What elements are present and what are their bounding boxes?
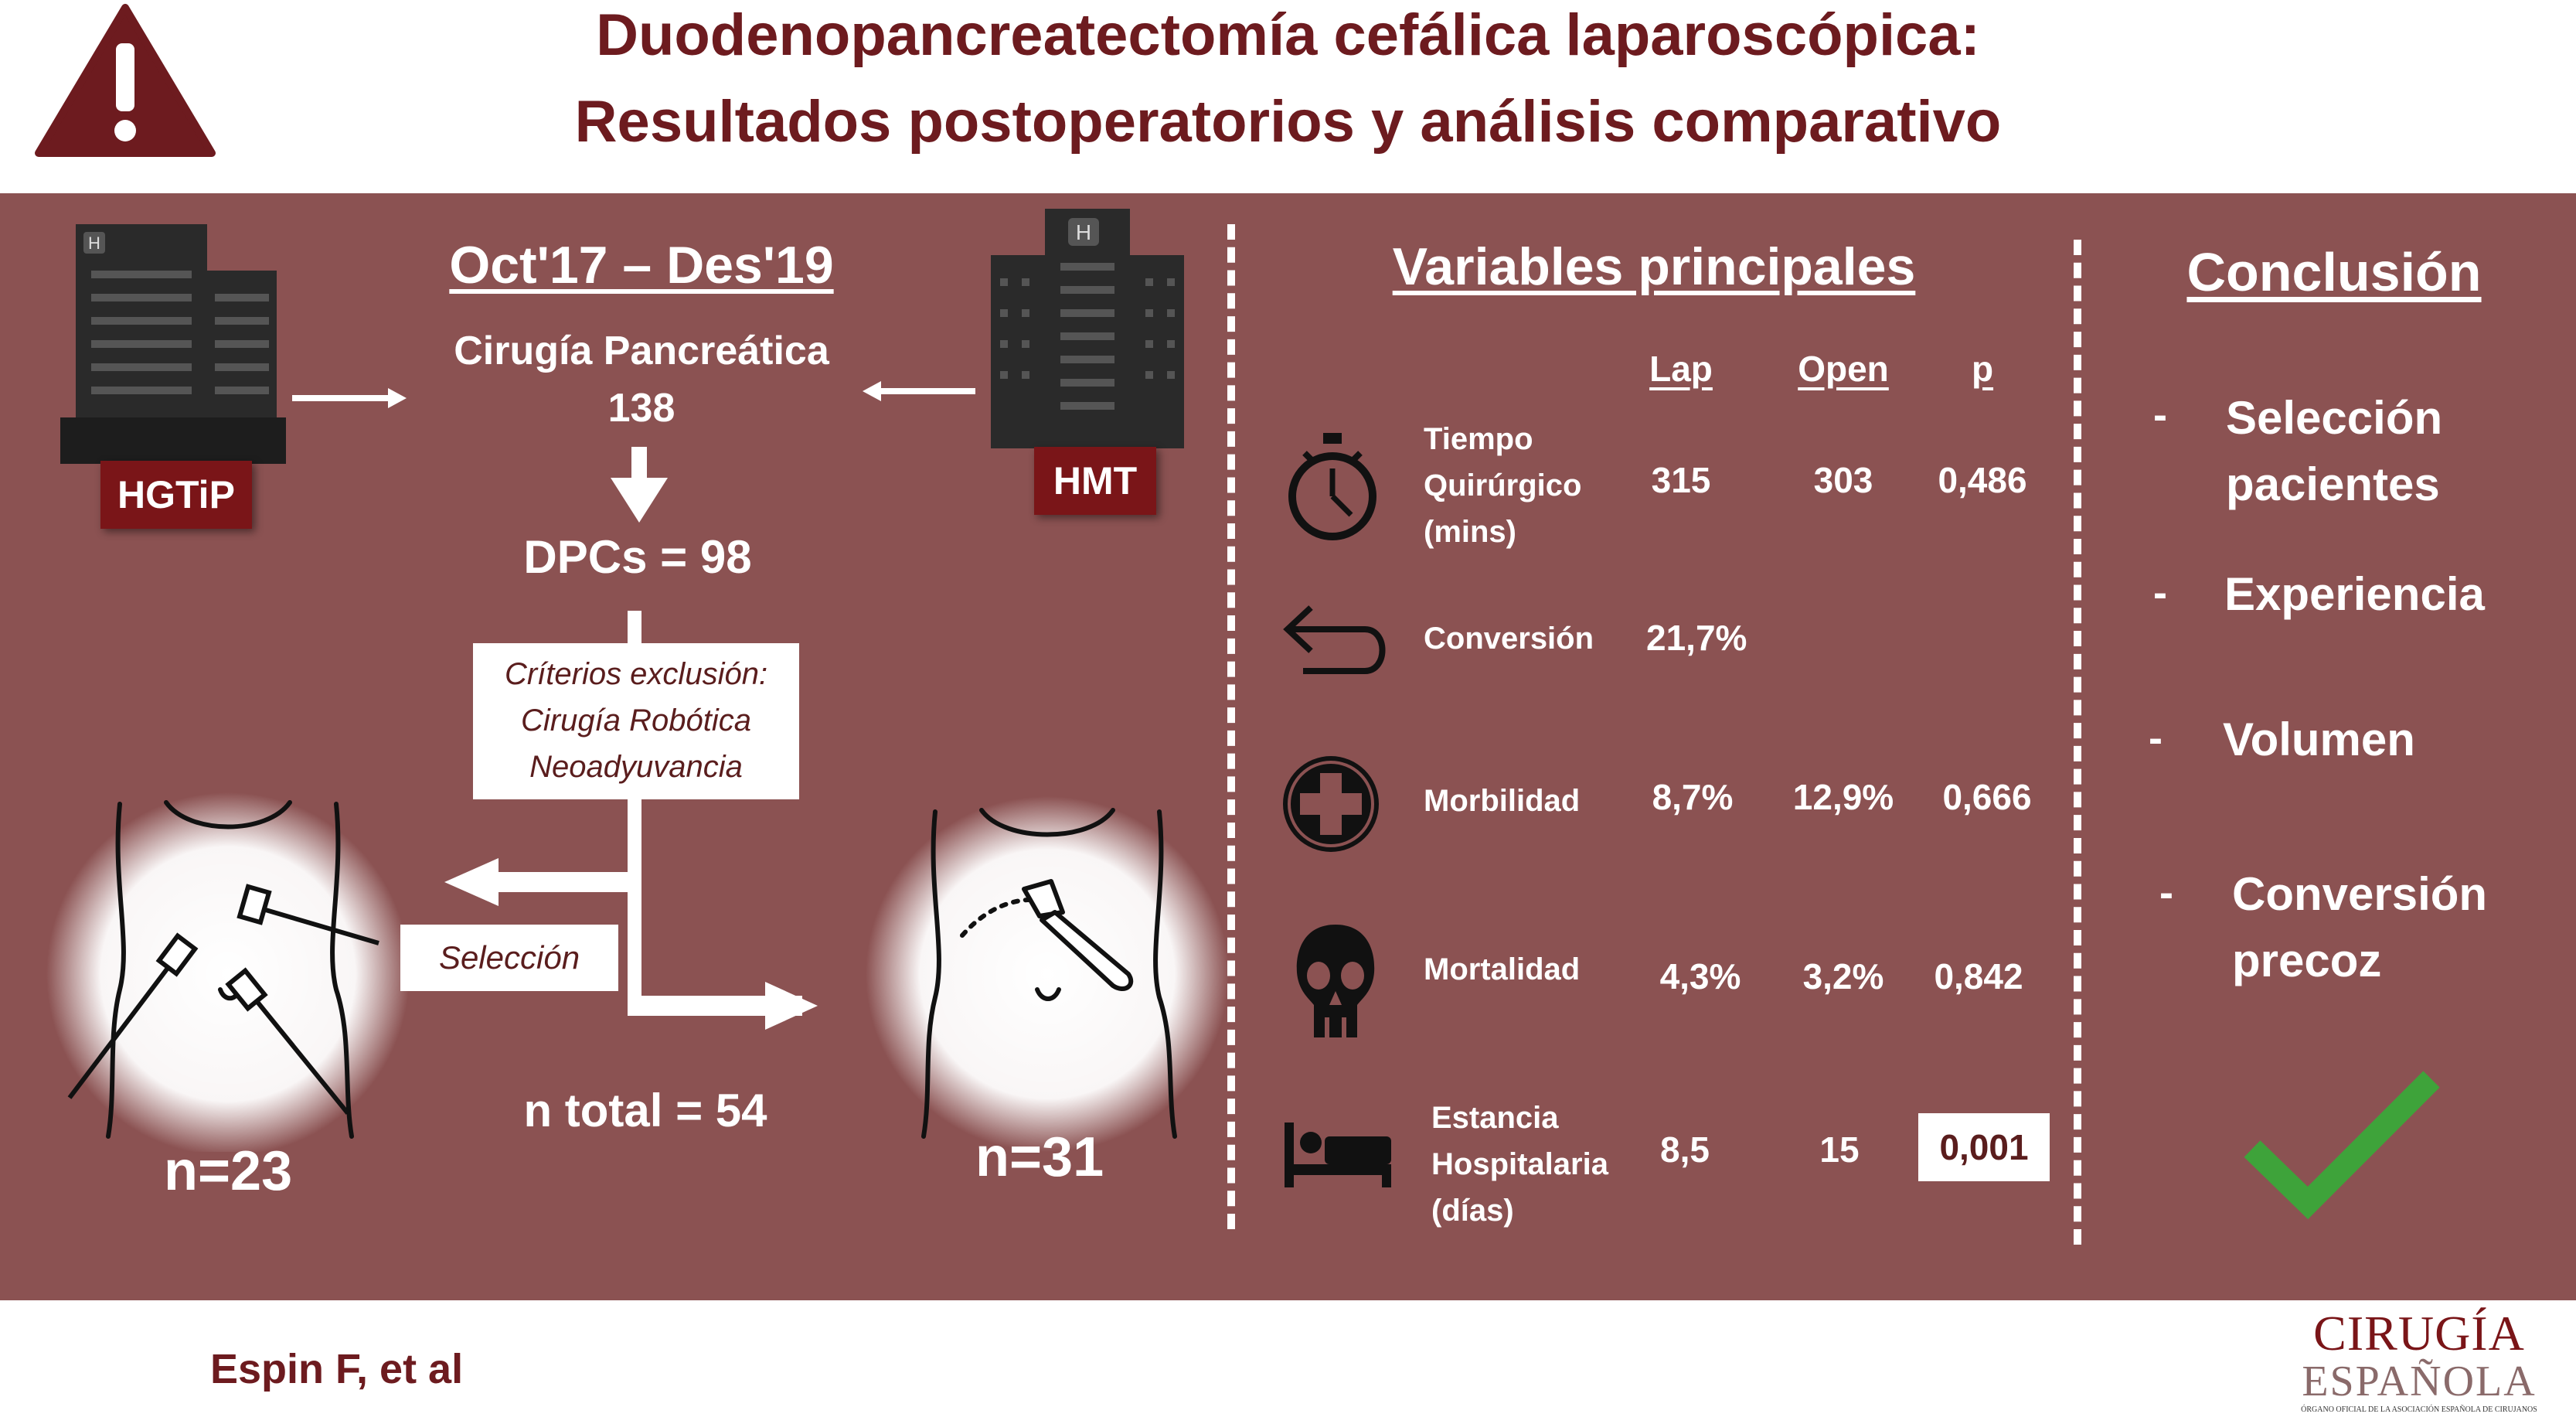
return-arrow-icon	[1280, 600, 1396, 677]
laparoscopic-torso-icon	[46, 789, 410, 1152]
conclusion-item-volume: Volumen	[2223, 714, 2415, 765]
conclusion-bullet-3: -	[2149, 715, 2163, 761]
n-open: n=31	[975, 1126, 1104, 1188]
selection-box: Selección	[400, 925, 618, 991]
col-lap-header: Lap	[1649, 349, 1713, 389]
row-morbidity-open: 12,9%	[1792, 777, 1894, 817]
row-stay-label-1: Estancia	[1431, 1101, 1559, 1135]
surgery-label: Cirugía Pancreática	[454, 329, 829, 373]
journal-logo-tagline: ÓRGANO OFICIAL DE LA ASOCIACIÓN ESPAÑOLA DE CIRUJANOS	[2301, 1405, 2537, 1414]
checkmark-icon	[2241, 1067, 2442, 1221]
conclusion-bullet-1: -	[2153, 392, 2167, 438]
conclusion-item-1-line-2: pacientes	[2226, 458, 2440, 510]
hospital-label-hgtip: HGTiP	[100, 461, 252, 529]
conclusion-item-1-line-1: Selección	[2226, 392, 2443, 444]
author-credit: Espin F, et al	[210, 1346, 464, 1392]
row-mortality-p: 0,842	[1934, 956, 2023, 996]
conclusion-item-4-line-1: Conversión	[2232, 868, 2488, 920]
hospital-bed-icon	[1280, 1119, 1396, 1189]
row-conversion-lap: 21,7%	[1646, 618, 1747, 658]
col-open-header: Open	[1798, 349, 1889, 389]
conclusion-item-4-line-2: precoz	[2232, 935, 2382, 986]
row-mortality-lap: 4,3%	[1659, 956, 1741, 996]
open-surgery-torso-icon	[866, 796, 1229, 1152]
title-line-2: Resultados postoperatorios y análisis comparativo	[574, 89, 2002, 155]
conclusion-item-experience: Experiencia	[2224, 568, 2485, 620]
row-time-p: 0,486	[1938, 460, 2027, 500]
hospital-label-hmt: HMT	[1034, 447, 1156, 515]
n-total: n total = 54	[523, 1085, 767, 1136]
conclusion-bullet-4: -	[2159, 870, 2173, 916]
conclusion-item-patient-selection	[2226, 385, 2442, 518]
row-morbidity-p: 0,666	[1942, 777, 2032, 817]
divider-left	[1227, 224, 1235, 1229]
row-time-label	[1424, 416, 1581, 555]
n-lap: n=23	[164, 1140, 293, 1202]
variables-heading: Variables principales	[1392, 237, 1916, 296]
surgery-count: 138	[607, 386, 675, 431]
row-time-label-2: Quirúrgico	[1424, 468, 1582, 502]
svg-text:H: H	[1075, 220, 1092, 244]
conclusion-bullet-2: -	[2153, 570, 2167, 616]
row-mortality-open: 3,2%	[1802, 956, 1884, 996]
row-time-label-1: Tiempo	[1424, 422, 1533, 456]
svg-text:H: H	[88, 233, 100, 253]
row-stay-open: 15	[1819, 1129, 1860, 1170]
row-stay-p-highlight: 0,001	[1918, 1113, 2050, 1181]
row-time-label-3: (mins)	[1424, 515, 1516, 549]
divider-right	[2074, 240, 2081, 1245]
skull-icon	[1292, 922, 1379, 1045]
stopwatch-icon	[1286, 430, 1379, 546]
period-heading: Oct'17 – Des'19	[449, 236, 834, 295]
exclusion-criteria-box	[473, 643, 799, 799]
journal-logo-line-1: CIRUGÍA	[2313, 1306, 2525, 1361]
row-morbidity-label: Morbilidad	[1424, 784, 1581, 818]
row-morbidity-lap: 8,7%	[1652, 777, 1734, 817]
row-time-lap: 315	[1651, 460, 1711, 500]
row-time-open: 303	[1813, 460, 1873, 500]
medical-cross-icon	[1278, 751, 1383, 857]
row-mortality-label: Mortalidad	[1424, 952, 1581, 986]
journal-logo	[2280, 1308, 2558, 1414]
row-stay-lap: 8,5	[1660, 1129, 1710, 1170]
row-stay-label-3: (días)	[1431, 1194, 1514, 1228]
row-stay-label-2: Hospitalaria	[1431, 1147, 1608, 1181]
exclusion-title: Críterios exclusión:	[504, 657, 768, 691]
exclusion-item-robotic: Cirugía Robótica	[521, 703, 751, 738]
row-conversion-label: Conversión	[1424, 622, 1594, 656]
row-stay-label	[1431, 1095, 1608, 1234]
conclusion-heading: Conclusión	[2186, 242, 2482, 302]
col-p-header: p	[1971, 349, 1994, 389]
title-line-1: Duodenopancreatectomía cefálica laparoscópica:	[596, 2, 1980, 68]
exclusion-item-neoadjuvant: Neoadyuvancia	[529, 750, 743, 784]
dpcs-count: DPCs = 98	[523, 531, 752, 583]
journal-logo-line-2: ESPAÑOLA	[2302, 1358, 2537, 1405]
conclusion-item-early-conversion	[2232, 861, 2487, 994]
